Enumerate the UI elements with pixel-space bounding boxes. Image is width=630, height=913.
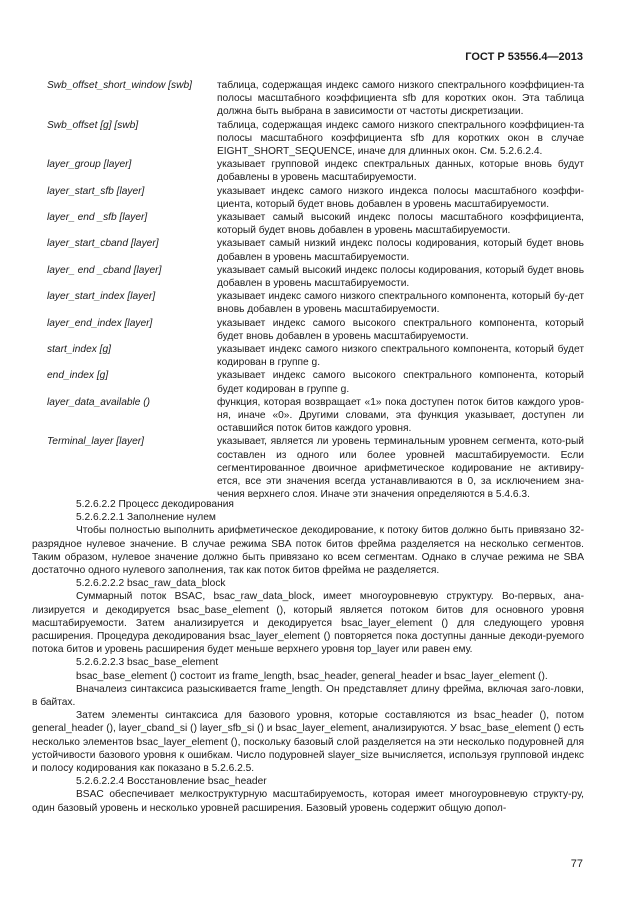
body-text — [32, 498, 584, 815]
paragraph: bsac_base_element () состоит из frame_length, bsac_header, general_header и bsac_layer_element (). — [76, 670, 548, 682]
definition-row — [47, 343, 584, 369]
definition-row — [47, 396, 584, 436]
definition-term: layer_start_index [layer] — [47, 291, 156, 303]
definition-desc: указывает групповой индекс спектральных данных, которые вновь будут добавлены в уровень масштабируемости. — [217, 159, 584, 184]
paragraph: Суммарный поток BSAC, bsac_raw_data_block, имеет многоуровневую структуру. Во-первых, ана-лизируется и декодируется bsac_base_element (), который является потоком битов для основного уровня масштабируемости. Затем анализируется и декодируется bsac_layer_element () для следующего уровня расширения. Процедура декодирования bsac_layer_element () повторяется пока доступны данные декоди-руемого потока битов и уровень расширения будет меньше верхнего уровня top_layer или равен ему. — [32, 591, 584, 656]
definition-term: layer_ end _sfb [layer] — [47, 212, 148, 224]
paragraph: Чтобы полностью выполнить арифметическое декодирование, к потоку битов должно быть привязано 32-разрядное нулевое значение. В случае режима SBA поток битов фрейма разделяется на несколько сегментов. Таким образом, нулевое значение должно быть привязано ко всем сегментам. Однако в случае режима не SBA достаточно одного нулевого заполнения, так как поток битов фрейма не разделяется. — [32, 525, 584, 577]
definition-desc: функция, которая возвращает «1» пока доступен поток битов каждого уров-ня, иначе «0». Другими словами, эта функция указывает, доступен ли оставшийся поток битов каждого уровня. — [217, 396, 584, 435]
definition-term: layer_end_index [layer] — [47, 317, 153, 329]
definition-term: layer_start_cband [layer] — [47, 238, 159, 250]
definition-row — [47, 317, 584, 343]
definition-row — [47, 290, 584, 316]
definition-desc: указывает индекс самого низкого спектрального компонента, который бу-дет вновь добавлен в уровень масштабируемости. — [217, 291, 584, 316]
definition-row — [47, 264, 584, 290]
section-heading: 5.2.6.2.2.1 Заполнение нулем — [76, 512, 216, 524]
standard-header: ГОСТ Р 53556.4—2013 — [465, 51, 583, 63]
definition-term: layer_group [layer] — [47, 159, 132, 171]
definition-term: layer_ end _cband [layer] — [47, 264, 162, 276]
definition-term: end_index [g] — [47, 370, 109, 382]
definition-term: Terminal_layer [layer] — [47, 436, 145, 448]
definition-row — [47, 369, 584, 395]
paragraph: BSAC обеспечивает мелкоструктурную масштабируемость, которая имеет многоуровневую структу-ру, один базовый уровень и несколько уровней расширения. Базовый уровень содержит общую допол- — [32, 789, 584, 814]
definition-row — [47, 211, 584, 237]
section-heading: 5.2.6.2.2.3 bsac_base_element — [76, 657, 219, 669]
paragraph: Затем элементы синтаксиса для базового уровня, которые составляются из bsac_header (), потом general_header (), layer_cband_si () layer_sfb_si () и bsac_layer_element, анализируются. У bsac_base_element () есть несколько элементов bsac_layer_element (), поскольку базовый слой разделяется на эти несколько подуровней для устойчивости базового уровня к ошибкам. Число подуровней slayer_size вычисляется, используя групповой индекс и полосу кодирования как показано в 5.2.6.2.5. — [32, 710, 584, 775]
section-heading: 5.2.6.2.2 Процесс декодирования — [76, 499, 234, 510]
definition-desc: указывает индекс самого низкого индекса полосы масштабного коэффи-циента, который будет вновь добавлен в уровень масштабируемости. — [217, 185, 584, 210]
definition-desc: таблица, содержащая индекс самого низкого спектрального коэффициен-та полосы масштабного коэффициента sfb для коротких окон. Эта таблица должна быть выбрана в зависимости от частоты дискретизации. — [217, 80, 584, 118]
definition-row — [47, 158, 584, 184]
definition-desc: указывает индекс самого низкого спектрального компонента, который будет кодирован в группе g. — [217, 344, 584, 369]
definition-desc: указывает самый высокий индекс полосы кодирования, который будет вновь добавлен в уровень масштабируемости. — [217, 264, 584, 290]
definitions-list — [47, 79, 584, 502]
definition-desc: указывает индекс самого высокого спектрального компонента, который будет вновь добавлен в уровень масштабируемости. — [217, 317, 584, 342]
page-number: 77 — [570, 858, 583, 870]
definition-term: layer_start_sfb [layer] — [47, 185, 145, 197]
definition-desc: указывает самый высокий индекс полосы масштабного коэффициента, который будет вновь добавлен в уровень масштабируемости. — [217, 212, 584, 237]
definition-row — [47, 79, 584, 119]
definition-desc: указывает, является ли уровень терминальным уровнем сегмента, кото-рый составлен из одного или более уровней масштабируемости. Если сегментированное двоичное арифметическое кодирование не активиру-ется, все эти значения всегда устанавливаются в 0, за исключением зна-чения верхнего слоя. Иначе эти значения определяются в 5.4.6.3. — [217, 436, 584, 501]
paragraph: Вначалеиз синтаксиса разыскивается frame_length. Он представляет длину фрейма, включая заго-ловки, в байтах. — [32, 683, 584, 709]
definition-row — [47, 119, 584, 159]
definition-desc: таблица, содержащая индекс самого низкого спектрального коэффициен-та полосы масштабного коэффициента sfb для коротких окон в случае EIGHT_SHORT_SEQUENCE, иначе для длинных окон. См. 5.2.6.2.4. — [217, 119, 584, 158]
definition-term: start_index [g] — [47, 344, 111, 356]
definition-desc: указывает индекс самого высокого спектрального компонента, который будет кодирован в группе g. — [217, 370, 584, 395]
definition-desc: указывает самый низкий индекс полосы кодирования, который будет вновь добавлен в уровень масштабируемости. — [217, 238, 584, 263]
definition-term: Swb_offset [g] [swb] — [47, 119, 139, 131]
definition-term: layer_data_available () — [47, 396, 151, 408]
definition-row — [47, 237, 584, 263]
definition-row — [47, 435, 584, 501]
section-heading: 5.2.6.2.2.2 bsac_raw_data_block — [76, 578, 226, 590]
definition-term: Swb_offset_short_window [swb] — [47, 80, 192, 91]
section-heading: 5.2.6.2.2.4 Восстановление bsac_header — [76, 776, 267, 788]
definition-row — [47, 185, 584, 211]
